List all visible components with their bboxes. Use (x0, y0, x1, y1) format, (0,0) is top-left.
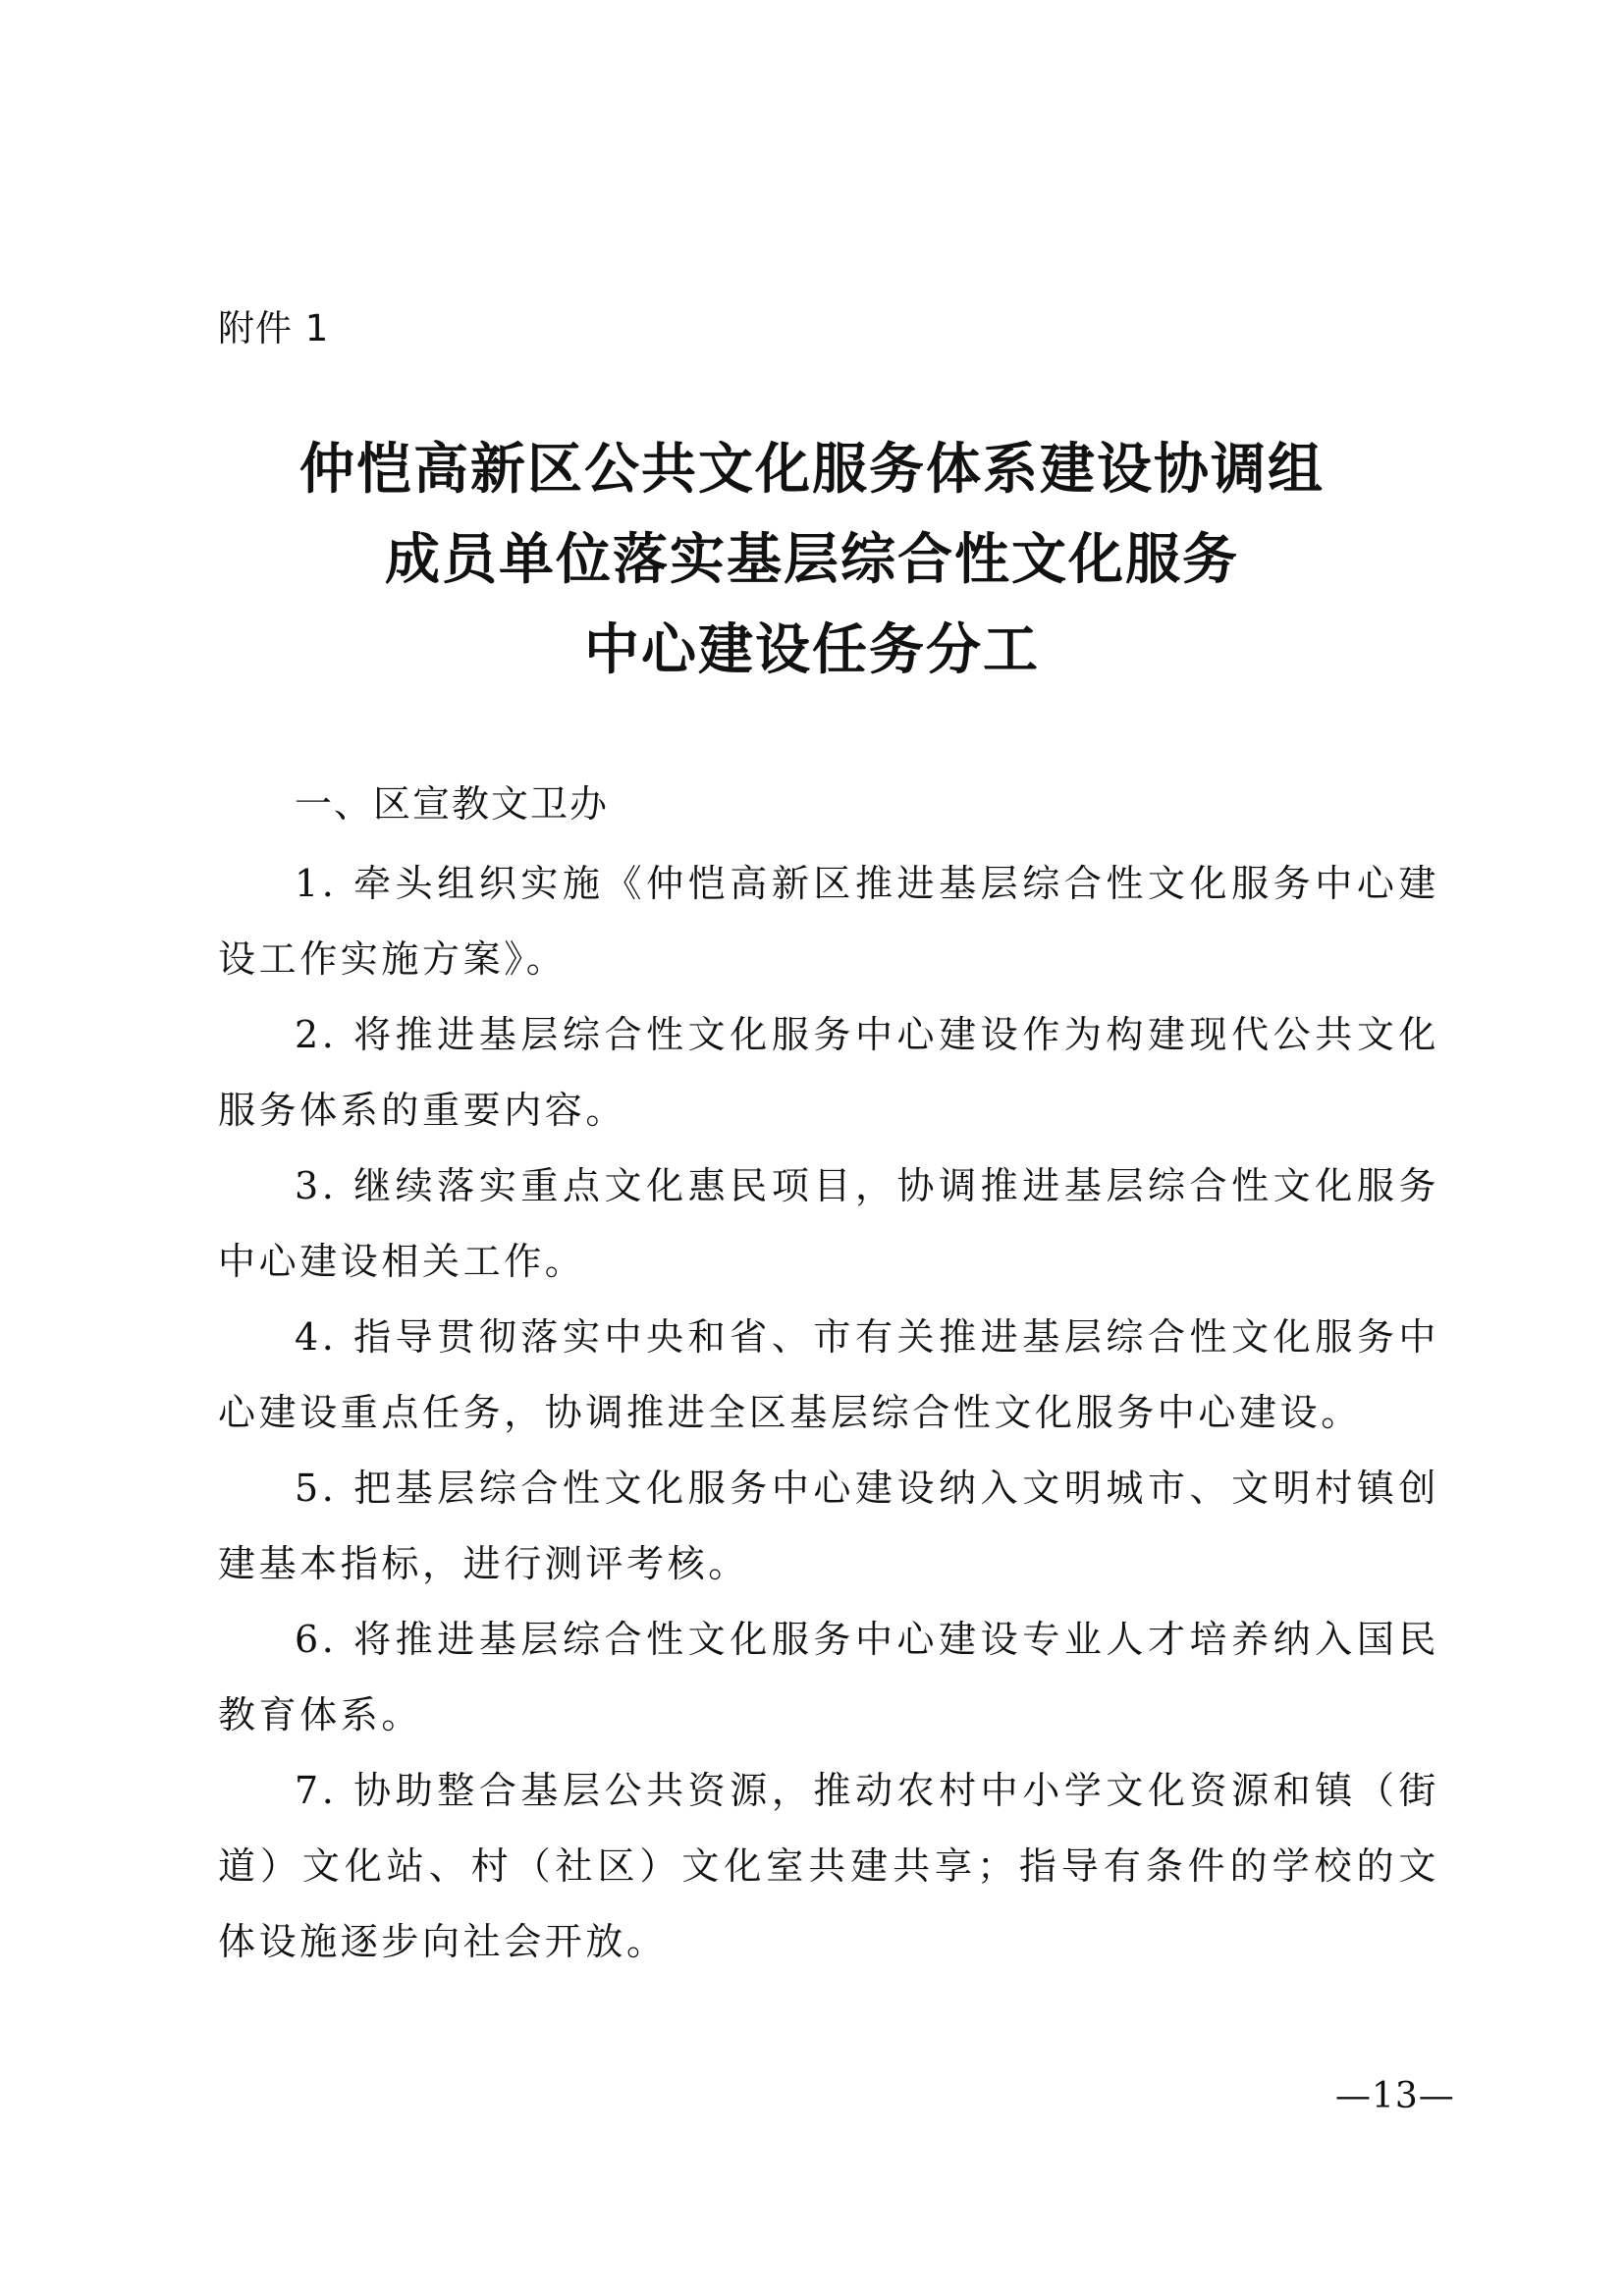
document-title (157, 424, 1467, 695)
task-item-5: 5. 把基层综合性文化服务中心建设纳入文明城市、文明村镇创建基本指标，进行测评考核。 (218, 1467, 1439, 1585)
task-item-7: 7. 协助整合基层公共资源，推动农村中小学文化资源和镇（街道）文化站、村（社区）文化室共建共享；指导有条件的学校的文体设施逐步向社会开放。 (218, 1769, 1439, 1963)
task-list (218, 846, 1439, 1980)
task-item-2: 2. 将推进基层综合性文化服务中心建设作为构建现代公共文化服务体系的重要内容。 (218, 1013, 1439, 1132)
task-item-4: 4. 指导贯彻落实中央和省、市有关推进基层综合性文化服务中心建设重点任务，协调推进全区基层综合性文化服务中心建设。 (218, 1315, 1439, 1434)
task-item-3: 3. 继续落实重点文化惠民项目，协调推进基层综合性文化服务中心建设相关工作。 (218, 1164, 1439, 1283)
title-line-3: 中心建设任务分工 (584, 617, 1040, 682)
title-line-1: 仲恺高新区公共文化服务体系建设协调组 (299, 437, 1325, 502)
title-line-2: 成员单位落实基层综合性文化服务 (385, 527, 1239, 592)
page-number: —13— (1335, 2076, 1455, 2116)
task-item-1: 1. 牵头组织实施《仲恺高新区推进基层综合性文化服务中心建设工作实施方案》。 (218, 862, 1439, 981)
attachment-label: 附件 1 (218, 307, 330, 349)
section-heading: 一、区宣教文卫办 (295, 782, 610, 826)
task-item-6: 6. 将推进基层综合性文化服务中心建设专业人才培养纳入国民教育体系。 (218, 1618, 1439, 1736)
